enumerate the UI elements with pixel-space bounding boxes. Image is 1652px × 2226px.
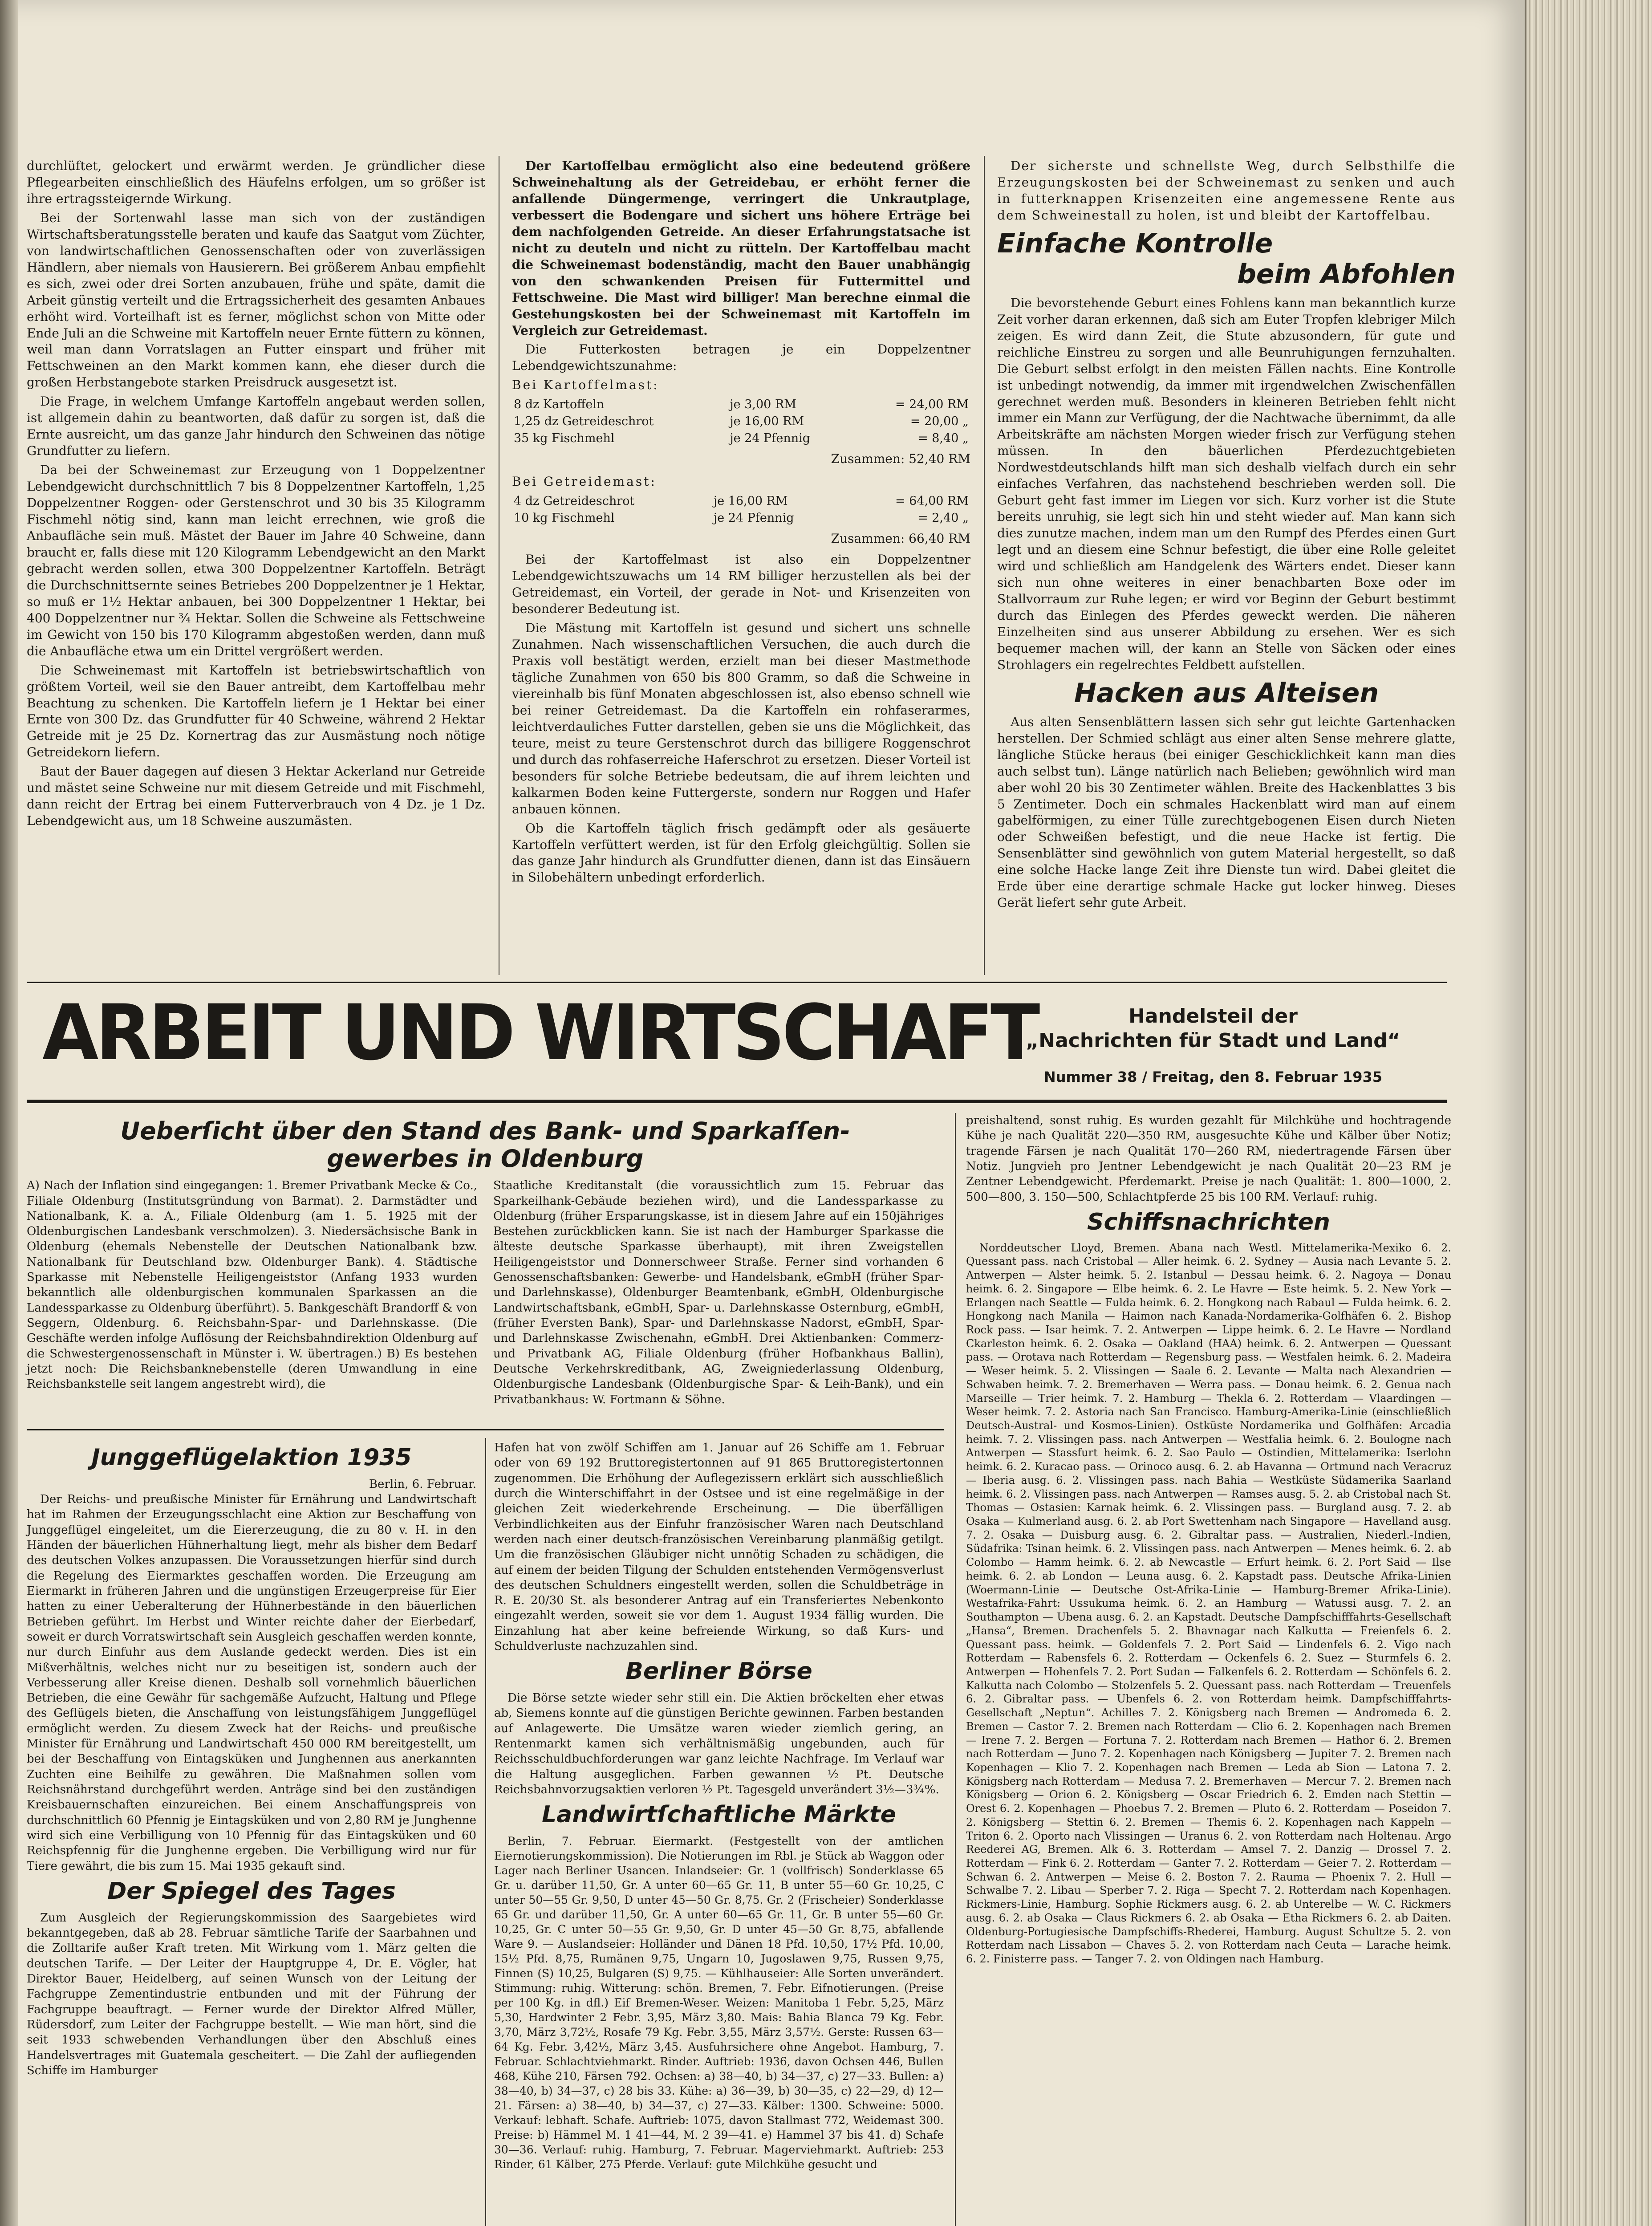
cost-item: 10 kg Fischmehl	[514, 511, 615, 525]
cost-item: 35 kg Fischmehl	[514, 431, 615, 445]
hafen-text: Hafen hat von zwölf Schiffen am 1. Januar auf 26 Schiffe am 1. Februar oder von 69 192 Bruttoregistertonnen auf 91 865 Bruttoregistertonnen zugenommen. Die Erhöhung der Auflegezissern erklärt sich ausschließlich durch die Winterschiffahrt in der Ostsee und ist eine regelmäßige in der gleichen Zeit wiederkehrende Erscheinung. — Die überfälligen Verbindlichkeiten aus der Einfuhr französischer Waren nach Deutschland werden nach einer deutsch-französischen Vereinbarung planmäßig getilgt. Um die französischen Gläubiger nicht unnötig Schaden zu schädigen, die auf einem der beiden Tilgung der Schulden entstehenden Vermögensverlust des deutschen Schuldners eingestellt werden, sollen die Schuldbeträge in R. E. 20/30 St. als besonderer Antrag auf ein Transferiertes Nebenkonto eingezahlt werden, soweit sie vor dem 1. August 1934 fällig wurden. Die Einzahlung hat aber keine befreiende Wirkung, so daß Kurs- und Schuldverluste nachzuzahlen sind.	[494, 1441, 944, 1653]
lower-column-1	[27, 1440, 476, 2081]
kartoffelmast-table	[512, 396, 970, 447]
junggefluegel-heading: Junggeflügelaktion 1935	[91, 1444, 412, 1471]
lower-column-2	[494, 1440, 944, 2174]
cost-price: je 16,00 RM	[730, 414, 804, 428]
col1-paragraph: Baut der Bauer dagegen auf diesen 3 Hektar Ackerland nur Getreide und mästet seine Schweine nur mit diesem Getreide und mit Fischmehl, dann reicht der Ertrag bei einem Futterverbrauch von 4 Dz. je 1 Dz. Lebendgewicht aus, um 18 Schweine auszumästen.	[27, 764, 485, 829]
table-row	[512, 413, 970, 430]
col1-paragraph: Da bei der Schweinemast zur Erzeugung von 1 Doppelzentner Lebendgewicht durchschnittlich 7 bis 8 Doppelzentner Kartoffeln, 1,25 Doppelzentner Roggen- oder Gerstenschrot und 30 bis 35 Kilogramm Fischmehl nötig sind, kann man leicht errechnen, wie groß die Anbaufläche sein muß. Mästet der Bauer im Jahre 40 Schweine, dann braucht er, falls diese mit 120 Kilogramm Lebendgewicht an den Markt gebracht werden sollen, etwa 300 Doppelzentner Kartoffeln. Beträgt die Durchschnittsernte seines Betriebes 200 Doppelzentner je 1 Hektar, so muß er 1½ Hektar anbauen, bei 300 Doppelzentner 1 Hektar, bei 400 Doppelzentner nur ¾ Hektar. Sollen die Schweine als Fettschweine im Gewicht von 150 bis 170 Kilogramm abgestoßen werden, dann muß die Anbaufläche etwa um ein Drittel vergrößert werden.	[27, 463, 485, 658]
bank-columns	[27, 1178, 944, 1410]
schiff-intro: preishaltend, sonst ruhig. Es wurden gezahlt für Milchkühe und hochtragende Kühe je nach Qualität 220—350 RM, ausgesuchte Kühe und Kälber über Notiz; tragende Färsen je nach Qualität 170—260 RM, niedertragende Färsen über Notiz. Jungvieh pro Jentner Lebendgewicht je nach Qualität 20—23 RM je Zentner Lebendgewicht. Pferdemarkt. Preise je nach Qualität: 1. 800—1000, 2. 500—800, 3. 150—500, Schlachtpferde 25 bis 100 RM. Verlauf: ruhig.	[966, 1114, 1451, 1204]
junggefluegel-text: Der Reichs- und preußische Minister für Ernährung und Landwirtschaft hat im Rahmen der Erzeugungsschlacht eine Aktion zur Beschaffung von Junggeflügel eingeleitet, um die Eiererzeugung, die zu 80 v. H. in den Händen der bäuerlichen Hühnerhaltung liegt, mehr als bisher dem Bedarf des deutschen Volkes anzupassen. Die Voraussetzungen hierfür sind durch die Regelung des Eiermarktes geschaffen worden. Die Erzeugung am Eiermarkt in früheren Jahren und die ungünstigen Erzeugerpreise für Eier hatten zu einer Ueberalterung der Hühnerbestände in den bäuerlichen Betrieben geführt. Im Herbst und Winter reichte daher der Eierbedarf, soweit er durch Vorratswirtschaft sein Ausgleich geschaffen werden konnte, nur durch Einfuhr aus dem Auslande gedeckt werden. Dies ist ein Mißverhältnis, welches nicht nur zu beseitigen ist, sondern auch der Verbesserung aller Kreise dienen. Deshalb soll vornehmlich bäuerlichen Betrieben, die eine Gewähr für sachgemäße Aufzucht, Haltung und Pflege des Geflügels bieten, die Anschaffung von leistungsfähigem Junggeflügel ermöglicht werden. Zu diesem Zweck hat der Reichs- und preußische Minister für Ernährung und Landwirtschaft 450 000 RM bereitgestellt, um bei der Beschaffung von Eintagsküken und Junghennen aus anerkannten Zuchten eine Beihilfe zu gewähren. Die Maßnahmen sollen vom Reichsnährstand durchgeführt werden. Anträge sind bei den zuständigen Kreisbauernschaften einzureichen. Bei einem Anschaffungspreis von durchschnittlich 60 Pfennig je Eintagsküken und von 2,80 RM je Junghenne wird sich eine Verbilligung von 10 Pfennig für das Eintagsküken und 60 Reichspfennig für die Junghenne ergeben. Die Verbilligung wird nur für Tiere gewährt, die bis zum 15. Mai 1935 gekauft sind.	[27, 1493, 476, 1873]
kartoffelmast-sum: Zusammen: 52,40 RM	[831, 451, 970, 467]
column-divider	[955, 1113, 956, 2226]
heading-hacken: Hacken aus Alteisen	[1074, 677, 1379, 709]
heading-abfohlen	[997, 228, 1456, 290]
bank-left-text: A) Nach der Inflation sind eingegangen: 1. Bremer Privatbank Mecke & Co., Filiale Oldenburg (Institutsgründung von Barmat). 2. Darmstädter und Nationalbank, K. a. A., Filiale Oldenburg (am 1. 5. 1925 mit der Oldenburgischen Landesbank verschmolzen). 3. Niedersächsische Bank in Oldenburg (ehemals Nebenstelle der Deutschen Nationalbank bzw. Nationalbank für Deutschland bzw. Oldenburger Bank). 4. Städtische Sparkasse mit Nebenstelle Heiligengeiststor (Anfang 1933 wurden bekanntlich alle oldenburgischen kommunalen Sparkassen an die Landessparkasse zu Oldenburg überführt). 5. Bankgeschäft Brandorff & von Seggern, Oldenburg. 6. Reichsbahn-Spar- und Darlehnskasse. (Die Geschäfte werden infolge Auflösung der Reichsbahndirektion Oldenburg auf die Schwestergenossenschaft in Münster i. W. übertragen.) B) Es bestehen jetzt noch: Die Reichsbanknebenstelle (deren Umwandlung in eine Reichsbankstelle seit langem angestrebt wird), die	[27, 1179, 477, 1391]
section-rule	[27, 1429, 944, 1430]
column-1	[27, 158, 485, 832]
col1-paragraph: durchlüftet, gelockert und erwärmt werden. Je gründlicher diese Pflegearbeiten einschließlich des Häufelns erfolgen, um so größer ist ihre ertragssteigernde Wirkung.	[27, 158, 485, 206]
table-row	[512, 493, 970, 510]
maerkte-heading: Landwirtſchaftliche Märkte	[542, 1801, 896, 1828]
cost-item: 1,25 dz Getreideschrot	[514, 414, 654, 428]
table-row	[512, 396, 970, 413]
col2-paragraph: Die Mästung mit Kartoffeln ist gesund und sichert uns schnelle Zunahmen. Nach wissenschaftlichen Versuchen, die auch durch die Praxis voll bestätigt werden, erzielt man bei dieser Mastmethode tägliche Zunahmen von 650 bis 800 Gramm, so daß die Schweine in viereinhalb bis fünf Monaten abgeschlossen ist, also ebenso schnell wie bei reiner Getreidemast. Da die Kartoffeln ein rohfaserarmes, leichtverdauliches Futter darstellen, geben sie uns die Möglichkeit, das teure, meist zu teure Gerstenschrot durch das billigere Roggenschrot und durch das rohfaserreiche Haferschrot zu ersetzen. Dieser Vorteil ist besonders für solche Betriebe bedeutsam, die auf ihrem leichten und kalkarmen Boden keine Futtergerste, sondern nur Roggen und Hafer anbauen können.	[512, 621, 970, 816]
cost-item: 8 dz Kartoffeln	[514, 398, 605, 412]
spiegel-text: Zum Ausgleich der Regierungskommission des Saargebietes wird bekanntgegeben, daß ab 28. Februar sämtliche Tarife der Saarbahnen und die Zolltarife außer Kraft treten. Mit Wirkung vom 1. März gelten die deutschen Tarife. — Der Leiter der Hauptgruppe 4, Dr. E. Vögler, hat Direktor Bauer, Heidelberg, auf seinen Wunsch von der Leitung der Fachgruppe Zementindustrie entbunden und mit der Führung der Fachgruppe beauftragt. — Ferner wurde der Direktor Alfred Müller, Rüdersdorf, zum Leiter der Fachgruppe bestellt. — Wie man hört, sind die seit 1933 schwebenden Verhandlungen über den Abschluß eines Handelsvertrages mit Guatemala gescheitert. — Die Zahl der aufliegenden Schiffe im Hamburger	[27, 1911, 476, 2077]
col2-intro: Der Kartoffelbau ermöglicht also eine bedeutend größere Schweinehaltung als der Getreidebau, er erhöht ferner die anfallende Düngermenge, verringert die Unkrautplage, verbessert die Bodengare und sichert uns höhere Erträge bei dem nachfolgenden Getreide. An dieser Erfahrungstatsache ist nicht zu deuteln und nicht zu rütteln. Der Kartoffelbau macht die Schweinemast bodenständig, macht den Bauer unabhängig von den schwankenden Preisen für Futtermittel und Fettschweine. Die Mast wird billiger! Man berechne einmal die Gestehungskosten bei der Schweinemast mit Kartoffeln im Vergleich zur Getreidemast.	[512, 158, 970, 338]
cost-price: je 3,00 RM	[730, 398, 796, 412]
cost-total: = 24,00 RM	[895, 398, 969, 412]
cost-price: je 24 Pfennig	[730, 431, 811, 445]
col1-paragraph: Die Schweinemast mit Kartoffeln ist betriebswirtschaftlich von größtem Vorteil, weil sie den Bauer antreibt, dem Kartoffelbau mehr Beachtung zu schenken. Die Kartoffeln liefern je 1 Hektar bei einer Ernte von 300 Dz. das Grundfutter für 40 Schweine, während 2 Hektar Getreide mit je 25 Dz. Kornertrag das zur Ausmästung noch nötige Getreidekorn liefern.	[27, 662, 485, 760]
cost-item: 4 dz Getreideschrot	[514, 494, 635, 508]
bank-article	[27, 1113, 944, 1410]
cost-total: = 64,00 RM	[895, 494, 969, 508]
lower-column-3	[966, 1113, 1451, 1969]
masthead-bottom-rule	[27, 1100, 1447, 1103]
bank-right-text: Staatliche Kreditanstalt (die voraussichtlich zum 15. Februar das Sparkeilhank-Gebäude beziehen wird), und die Landessparkasse zu Oldenburg (früher Ersparungskasse, ist in diesem Jahre auf ein 150jähriges Bestehen zurückblicken kann. Sie ist nach der Hamburger Sparkasse die älteste deutsche Sparkasse überhaupt), mit ihren Zweigstellen Heiligengeiststor und Donnerschweer Straße. Ferner sind vorhanden 6 Genossenschaftsbanken: Gewerbe- und Handelsbank, eGmbH (früher Spar- und Darlehnskasse), Oldenburger Beamtenbank, eGmbH, Oldenburgische Landwirtschaftsbank, eGmbH, Spar- u. Darlehnskasse Osternburg, eGmbH, (früher Eversten Bank), Spar- und Darlehnskasse Nadorst, eGmbH, Spar- und Darlehnskasse Zwischenahn, eGmbH. Drei Aktienbanken: Commerz- und Privatbank AG, Filiale Oldenburg (früher Hofbankhaus Ballin), Deutsche Verkehrskreditbank, AG, Zweigniederlassung Oldenburg, Oldenburgische Landesbank (Oldenburgische Spar- & Leih-Bank), und ein Privatbankhaus: W. Fortmann & Söhne.	[493, 1179, 944, 1406]
bank-heading-line2: gewerbes in Oldenburg	[327, 1145, 644, 1173]
col2-paragraph: Bei der Kartoffelmast ist also ein Doppelzentner Lebendgewichtszuwachs um 14 RM billiger herzustellen als bei der Getreidemast, ein Vorteil, der gerade in Not- und Krisenzeiten von besonderer Bedeutung ist.	[512, 552, 970, 617]
schiff-text: Norddeutscher Lloyd, Bremen. Abana nach Westl. Mittelamerika-Mexiko 6. 2. Quessant pass. nach Cristobal — Aller heimk. 6. 2. Sydney — Ausia nach Levante 5. 2. Antwerpen — Alster heimk. 5. 2. Istanbul — Dessau heimk. 6. 2. Nagoya — Donau heimk. 6. 2. Singapore — Elbe heimk. 6. 2. Le Havre — Este heimk. 5. 2. New York — Erlangen nach Seattle — Fulda heimk. 6. 2. Hongkong nach Rabaul — Fulda heimk. 6. 2. Hongkong nach Manila — Haimon nach Kanada-Nordamerika-Golfhäfen 6. 2. Bishop Rock pass. — Isar heimk. 7. 2. Antwerpen — Lippe heimk. 6. 2. Le Havre — Nordland Ckarleston heimk. 6. 2. Osaka — Oakland (HAA) heimk. 6. 2. Antwerpen — Quessant pass. — Orotava nach Rotterdam — Regensburg pass. — Westfalen heimk. 6. 2. Madeira — Weser heimk. 5. 2. Vlissingen — Saale 6. 2. Levante — Malta nach Alexandrien — Schwaben heimk. 7. 2. Bremerhaven — Werra pass. — Donau heimk. 6. 2. Genua nach Marseille — Trier heimk. 7. 2. Hamburg — Thekla 6. 2. Rotterdam — Vlaardingen — Weser heimk. 7. 2. Astoria nach San Francisco. Hamburg-Amerika-Linie (einschließlich Deutsch-Austral- und Kosmos-Linien). Ostküste Nordamerika und Golfhäfen: Arcadia heimk. 7. 2. Vlissingen pass. nach Antwerpen — Westfalia heimk. 6. 2. Boulogne nach Antwerpen — Stassfurt heimk. 6. 2. Sao Paulo — Ostindien, Mittelamerika: Iserlohn heimk. 6. 2. Kuracao pass. — Orinoco ausg. 6. 2. ab Havanna — Ortmund nach Veracruz — Iberia ausg. 6. 2. Vlissingen pass. nach Bahia — Westküste Südamerika Saarland heimk. 6. 2. Vlissingen pass. nach Antwerpen — Ramses ausg. 5. 2. ab Cristobal nach St. Thomas — Ostasien: Karnak heimk. 6. 2. Vlissingen pass. — Burgland ausg. 7. 2. ab Osaka — Kulmerland ausg. 6. 2. ab Port Swettenham nach Singapore — Havelland ausg. 7. 2. Osaka — Duisburg ausg. 6. 2. Gibraltar pass. — Australien, Niederl.-Indien, Südafrika: Tsinan heimk. 6. 2. Vlissingen pass. nach Antwerpen — Menes heimk. 6. 2. ab Colombo — Hamm heimk. 6. 2. ab Newcastle — Erfurt heimk. 6. 2. Port Said — Ilse heimk. 6. 2. ab London — Leuna ausg. 6. 2. Kapstadt pass. Deutsche Afrika-Linien (Woermann-Linie — Deutsche Ost-Afrika-Linie — Hamburg-Bremer Afrika-Linie). Westafrika-Fahrt: Ussukuma heimk. 6. 2. an Hamburg — Watussi ausg. 7. 2. an Southampton — Ubena ausg. 6. 2. an Kapstadt. Deutsche Dampfschifffahrts-Gesellschaft „Hansa“, Bremen. Drachenfels 5. 2. Bhavnagar nach Kalkutta — Freienfels 6. 2. Quessant pass. heimk. — Goldenfels 7. 2. Port Said — Lindenfels 6. 2. Vigo nach Rotterdam — Rabensfels 6. 2. Rotterdam — Ockenfels 6. 2. Suez — Sturmfels 6. 2. Antwerpen — Hohenfels 7. 2. Port Sudan — Falkenfels 6. 2. Rotterdam — Schönfels 6. 2. Kalkutta nach Colombo — Stolzenfels 5. 2. Quessant pass. nach Rotterdam — Treuenfels 6. 2. Gibraltar pass. — Ubenfels 6. 2. von Rotterdam heimk. Dampfschifffahrts-Gesellschaft „Neptun“. Achilles 7. 2. Königsberg nach Bremen — Andromeda 6. 2. Bremen — Castor 7. 2. Bremen nach Rotterdam — Clio 6. 2. Kopenhagen nach Bremen — Irene 7. 2. Bergen — Fortuna 7. 2. Rotterdam nach Bremen — Hathor 6. 2. Bremen nach Rotterdam — Juno 7. 2. Kopenhagen nach Königsberg — Jupiter 7. 2. Bremen nach Kopenhagen — Klio 7. 2. Kopenhagen nach Bremen — Leda ab Sion — Latona 7. 2. Königsberg nach Rotterdam — Medusa 7. 2. Bremerhaven — Mercur 7. 2. Bremen nach Königsberg — Orion 6. 2. Königsberg — Oscar Friedrich 6. 2. Emden nach Stettin — Orest 6. 2. Kopenhagen — Phoebus 7. 2. Bremen — Pluto 6. 2. Rotterdam — Poseidon 7. 2. Königsberg — Stettin 6. 2. Bremen — Themis 6. 2. Kopenhagen nach Kappeln — Triton 6. 2. Oporto nach Vlissingen — Uranus 6. 2. von Rotterdam nach Holtenau. Argo Reederei AG, Bremen. Alk 6. 3. Rotterdam — Amsel 7. 2. Danzig — Drossel 7. 2. Rotterdam — Fink 6. 2. Rotterdam — Ganter 7. 2. Rotterdam — Geier 7. 2. Rotterdam — Schwan 6. 2. Antwerpen — Meise 6. 2. Boston 7. 2. Rauma — Phoenix 7. 2. Hull — Schwalbe 7. 2. Libau — Sperber 7. 2. Riga — Specht 7. 2. Rotterdam nach Kopenhagen. Rickmers-Linie, Hamburg. Sophie Rickmers ausg. 6. 2. ab Unterelbe — W. C. Rickmers ausg. 6. 2. ab Osaka — Claus Rickmers 6. 2. ab Osaka — Etha Rickmers 6. 2. ab Daiten. Oldenburg-Portugiesische Dampfschiffs-Rhederei, Hamburg. August Schultze 5. 2. von Rotterdam nach Lissabon — Chaves 5. 2. von Rotterdam nach Ceuta — Larache heimk. 6. 2. Finisterre pass. — Tanger 7. 2. von Oldingen nach Hamburg.	[966, 1241, 1451, 1966]
column-divider	[485, 1438, 486, 2226]
binding-spine	[0, 0, 18, 2226]
masthead-subtitle-line2: „Nachrichten für Stadt und Land“	[1026, 1029, 1400, 1052]
col1-paragraph: Die Frage, in welchem Umfange Kartoffeln angebaut werden sollen, ist allgemein dahin zu beantworten, daß dafür zu sorgen ist, daß die Ernte ausreicht, um das ganze Jahr hindurch den Schweinen das nötige Grundfutter zu liefern.	[27, 394, 485, 459]
book-page-edges	[1525, 0, 1652, 2226]
col2-paragraph: Ob die Kartoffeln täglich frisch gedämpft oder als gesäuerte Kartoffeln verfüttert werden, ist für den Erfolg gleichgültig. Sollen sie das ganze Jahr hindurch als Grundfutter dienen, dann ist das Einsäuern in Silobehältern unbedingt erforderlich.	[512, 821, 970, 885]
heading-abfohlen-line2: beim Abfohlen	[1237, 258, 1456, 290]
bank-heading	[27, 1117, 944, 1173]
boerse-text: Die Börse setzte wieder sehr still ein. Die Aktien bröckelten eher etwas ab, Siemens konnte auf die günstigen Berichte gewinnen. Farben bestanden auf Anlagewerte. Die Umsätze waren wieder ziemlich gering, an Rentenmarkt kamen sich verhältnismäßig ungebunden, auch für Reichsschuldbuchforderungen war ganz leichte Nachfrage. Im Verlauf war die Haltung ausgeglichen. Farben gewannen ½ Pt. Deutsche Reichsbahnvorzugsaktien verloren ½ Pt. Tagesgeld unverändert 3½—3¾%.	[494, 1691, 944, 1797]
table-row	[512, 430, 970, 447]
cost-total: = 8,40 „	[918, 431, 969, 445]
column-divider	[984, 156, 985, 975]
table-row	[512, 510, 970, 527]
cost-price: je 16,00 RM	[713, 494, 788, 508]
column-2	[512, 158, 970, 889]
heading-abfohlen-line1: Einfache Kontrolle	[997, 227, 1273, 259]
getreidemast-table	[512, 493, 970, 526]
bank-heading-line1: Ueberſicht über den Stand des Bank- und Sparkaſſen-	[120, 1117, 850, 1145]
junggefluegel-dateline: Berlin, 6. Februar.	[369, 1477, 476, 1491]
masthead-subtitle	[990, 1004, 1436, 1053]
masthead-top-rule	[27, 982, 1447, 983]
kartoffelmast-label: Bei Kartoffelmast:	[512, 378, 659, 393]
col2-cost-intro: Die Futterkosten betragen je ein Doppelzentner Lebendgewichtszunahme:	[512, 342, 970, 374]
boerse-heading: Berliner Börse	[625, 1658, 812, 1685]
column-3	[997, 158, 1456, 914]
col1-paragraph: Bei der Sortenwahl lasse man sich von der zuständigen Wirtschaftsberatungsstelle beraten und kaufe das Saatgut vom Züchter, von landwirtschaftlichen Genossenschaften oder von zuverlässigen Händlern, aber niemals von Hausierern. Bei größerem Anbau empfiehlt es sich, zwei oder drei Sorten anzubauen, frühe und späte, damit die Arbeit günstig verteilt und die Ertragssicherheit des gesamten Anbaues erhöht wird. Vorteilhaft ist es ferner, möglichst schon von Mitte oder Ende Juli an die Schweine mit Kartoffeln neuer Ernte füttern zu können, weil man dann Vorratslagen an Futter einspart und früher mit Fettschweinen an den Markt kommen kann, ehe dieser durch die großen Herbstangebote starken Preisdruck ausgesetzt ist.	[27, 210, 485, 390]
maerkte-text: Berlin, 7. Februar. Eiermarkt. (Festgestellt von der amtlichen Eiernotierungskommission). Die Notierungen im Rbl. je Stück ab Waggon oder Lager nach Berliner Usancen. Inlandseier: Gr. 1 (vollfrisch) Sonderklasse 65 Gr. u. darüber 11,50, Gr. A unter 60—65 Gr. 11, B unter 55—60 Gr. 10,25, C unter 50—55 Gr. 9,50, D unter 45—50 Gr. 8,75. Gr. 2 (Frischeier) Sonderklasse 65 Gr. und darüber 11,50, Gr. A unter 60—65 Gr. 11, Gr. B unter 55—60 Gr. 10,25, Gr. C unter 50—55 Gr. 9,50, Gr. D unter 45—50 Gr. 8,75, abfallende Ware 9. — Auslandseier: Holländer und Dänen 18 Pfd. 10,50, 17½ Pfd. 10,00, 15½ Pfd. 8,75, Rumänen 9,75, Ungarn 10, Jugoslawen 9,75, Russen 9,75, Finnen (S) 10,25, Bulgaren (S) 9,75. — Kühlhauseier: Alle Sorten unverändert. Stimmung: ruhig. Witterung: schön. Bremen, 7. Febr. Eifnotierungen. (Preise per 100 Kg. in dfl.) Eif Bremen-Weser. Weizen: Manitoba 1 Febr. 5,25, März 5,30, Hardwinter 2 Febr. 3,95, März 3,80. Mais: Bahia Blanca 79 Kg. Febr. 3,70, März 3,72½, Rosafe 79 Kg. Febr. 3,55, März 3,57½. Gerste: Russen 63—64 Kg. Febr. 3,42½, März 3,45. Ausfuhrsichere ohne Angebot. Hamburg, 7. Februar. Schlachtviehmarkt. Rinder. Auftrieb: 1936, davon Ochsen 446, Bullen 468, Kühe 210, Färsen 792. Ochsen: a) 38—40, b) 34—37, c) 27—33. Bullen: a) 38—40, b) 34—37, c) 28 bis 33. Kühe: a) 36—39, b) 30—35, c) 22—29, d) 12—21. Färsen: a) 38—40, b) 34—37, c) 27—33. Kälber: 1300. Schweine: 5000. Verkauf: lebhaft. Schafe. Auftrieb: 1075, davon Stallmast 772, Weidemast 300. Preise: b) Hämmel M. 1 41—44, M. 2 39—41. e) Hammel 37 bis 41. d) Schafe 30—36. Verlauf: ruhig. Hamburg, 7. Februar. Magerviehmarkt. Auftrieb: 253 Rinder, 61 Kälber, 275 Pferde. Verlauf: gute Milchkühe gesucht und	[494, 1835, 944, 2171]
col3-body-hacken: Aus alten Sensenblättern lassen sich sehr gut leichte Gartenhacken herstellen. Der Schmied schlägt aus einer alten Sense mehrere glatte, längliche Stücke heraus (bei einiger Geschicklichkeit kann man dies auch selbst tun). Länge natürlich nach Belieben; gewöhnlich wird man aber wohl 20 bis 30 Zentimeter wählen. Breite des Hackenblattes 3 bis 5 Zentimeter. Doch ein schmales Hackenblatt wird man auf einem gabelförmigen, zu einer Tülle zurechtgebogenen Eisen durch Nieten oder Schweißen befestigt, und die neue Hacke ist fertig. Die Sensenblätter sind gewöhnlich von gutem Material hergestellt, so daß eine solche Hacke lange Zeit ihre Dienste tun wird. Dabei gleitet die Erde über eine derartige schmale Hacke gut locker hinweg. Dieses Gerät liefert sehr gute Arbeit.	[997, 714, 1456, 910]
col3-intro: Der sicherste und schnellste Weg, durch Selbsthilfe die Erzeugungskosten bei der Schweinemast zu senken und auch in futterknappen Krisenzeiten eine angemessene Rente aus dem Schweinestall zu holen, ist und bleibt der Kartoffelbau.	[997, 158, 1456, 223]
spiegel-heading: Der Spiegel des Tages	[107, 1877, 396, 1905]
issue-line: Nummer 38 / Freitag, den 8. Februar 1935	[1043, 1068, 1383, 1085]
schiff-heading: Schiffsnachrichten	[1087, 1208, 1330, 1235]
cost-total: = 2,40 „	[918, 511, 969, 525]
masthead-subtitle-line1: Handelsteil der	[1128, 1005, 1298, 1028]
getreidemast-sum: Zusammen: 66,40 RM	[831, 531, 970, 546]
cost-price: je 24 Pfennig	[713, 511, 794, 525]
masthead-title: ARBEIT UND WIRTSCHAFT	[42, 988, 1037, 1077]
col3-body-abfohlen: Die bevorstehende Geburt eines Fohlens kann man bekanntlich kurze Zeit vorher daran erkennen, daß sich am Euter Tropfen klebriger Milch zeigen. Es wird dann Zeit, die Stute abzusondern, für gute und reichliche Einstreu zu sorgen und alle Beunruhigungen fernzuhalten. Die Geburt selbst erfolgt in den meisten Fällen nachts. Eine Kontrolle ist unbedingt notwendig, da immer mit irgendwelchen Zwischenfällen gerechnet werden muß. Besonders in kleineren Betrieben fehlt nicht immer ein Mann zur Verfügung, der die Nachtwache übernimmt, da alle Arbeitskräfte am nächsten Morgen wieder frisch zur Verfügung stehen müssen. In den bäuerlichen Pferdezuchtgebieten Nordwestdeutschlands hilft man sich deshalb vielfach durch ein sehr einfaches Verfahren, das nachstehend beschrieben werden soll. Die Geburt geht fast immer im Liegen vor sich. Kurz vorher ist die Stute bereits unruhig, sie legt sich hin und steht wieder auf. Man kann sich dies zunutze machen, indem man um den Rumpf des Pferdes einen Gurt legt und an diesem eine Schnur befestigt, die über eine Rolle geleitet wird und schließlich am Handgelenk des Wärters endet. Dieser kann sich nun ohne weiteres in einer benachbarten Boxe oder im Stallvorraum zur Ruhe legen; er wird vor Beginn der Geburt bestimmt durch das Einlegen des Pferdes geweckt werden. Die näheren Einzelheiten sind aus unserer Abbildung zu ersehen. Wer es sich bequemer machen will, der kann an Stelle von Säcken oder eines Strohlagers ein regelrechtes Feldbett aufstellen.	[997, 295, 1456, 672]
getreidemast-label: Bei Getreidemast:	[512, 474, 657, 489]
cost-total: = 20,00 „	[910, 414, 969, 428]
